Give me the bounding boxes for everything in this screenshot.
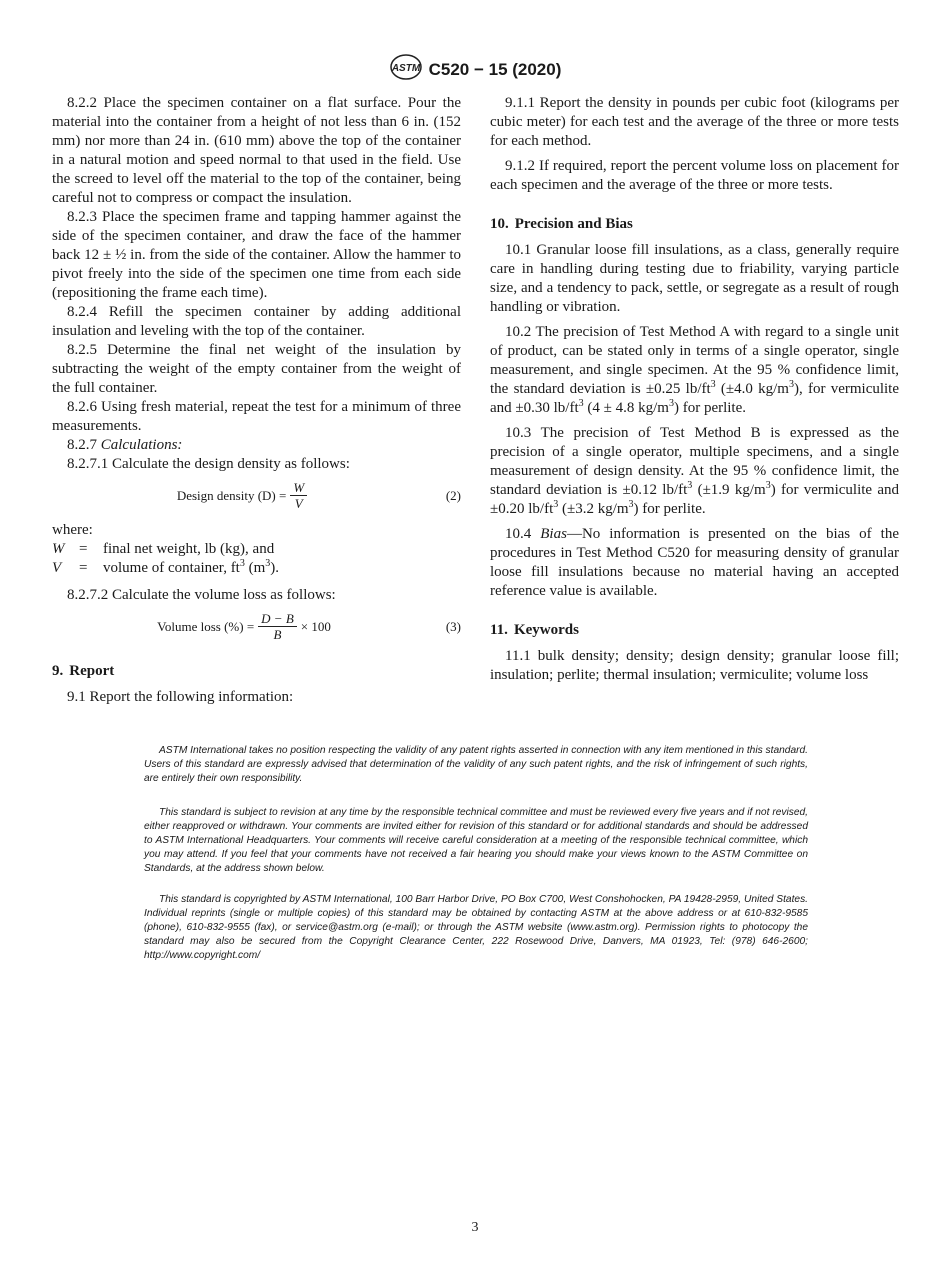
left-column	[52, 94, 461, 707]
para-9-1: 9.1 Report the following information:	[67, 689, 294, 705]
copyright-notice: This standard is copyrighted by ASTM International, 100 Barr Harbor Drive, PO Box C700, West Conshohocken, PA 19428-2959, United States. Individual reprints (single or multiple copies) of this standard may be obtained by contacting ASTM at the above address or at 610-832-9585 (phone), 610-832-9555 (fax), or service@astm.org (e-mail); or through the ASTM website (www.astm.org). Permission rights to photocopy the standard may also be secured from the Copyright Clearance Center, 222 Rosewood Drive, Danvers, MA 01923, Tel: (978) 646-2600; http://www.copyright.com/	[144, 894, 808, 961]
para-10-2: 10.2 The precision of Test Method A with regard to a single unit of product, can be stated only in terms of a single operator, single measurement, and single specimen. At the 95 % confidence limit, the standard deviation is ±0.25 $lb/ft^3$ (±4.0 $kg/m^3$), for vermiculite and ±0.30 $lb/ft^3$ (4 ± 4.8 $kg/m^3$) for perlite.	[490, 324, 900, 416]
section-10-heading: 10. Precision and Bias	[490, 216, 633, 232]
para-8-2-7-1: 8.2.7.1 Calculate the design density as follows:	[67, 456, 350, 472]
page-number: 3	[471, 1220, 479, 1235]
symbol: W	[52, 541, 65, 557]
section-11-heading: 11. Keywords	[490, 622, 579, 638]
equation-lhs: Design density (D) =	[176, 488, 287, 503]
definition: final net weight, lb (kg), and	[103, 541, 275, 557]
para-number: 8.2.7	[67, 437, 97, 453]
patent-notice: ASTM International takes no position respecting the validity of any patent rights asserted in connection with any item mentioned in this standard. Users of this standard are expressly advised that determination of the validity of any such patent rights, and the risk of infringement of such rights, are entirely their own responsibility.	[144, 745, 808, 784]
para-8-2-2: 8.2.2 Place the specimen container on a flat surface. Pour the material into the container from a height of not less than 6 in. (152 mm) nor more than 24 in. (610 mm) above the top of the container in a natural motion and speed normal to that used in the field. Use the screed to level off the material to the top of the container, being careful not to compress or compact the insulation.	[52, 95, 461, 206]
para-10-3: 10.3 The precision of Test Method B is expressed as the precision of a single operator, multiple specimens, and a single measurement of design density. At the 95 % confidence limit, the standard deviation is ±0.12 $lb/ft^3$ (±1.9 $kg/m^3$) for vermiculite and ±0.20 $lb/ft^3$ (±3.2 $kg/m^3$) for perlite.	[490, 425, 900, 517]
equals: =	[79, 560, 88, 576]
definition-row	[52, 559, 279, 578]
para-8-2-7	[52, 436, 461, 455]
equation-2	[52, 480, 461, 511]
para-title: Calculations:	[100, 437, 183, 453]
fraction	[290, 480, 307, 511]
equation-number: (3)	[445, 619, 461, 634]
revision-notice: This standard is subject to revision at any time by the responsible technical committee and must be reviewed every five years and if not revised, either reapproved or withdrawn. Your comments are invited either for revision of this standard or for additional standards and should be addressed to ASTM International Headquarters. Your comments will receive careful consideration at a meeting of the responsible technical committee, which you may attend. If you feel that your comments have not received a fair hearing you should make your views known to the ASTM Committee on Standards, at the address shown below.	[144, 807, 808, 874]
para-8-2-6: 8.2.6 Using fresh material, repeat the test for a minimum of three measurements.	[52, 399, 461, 434]
equation-3	[52, 611, 461, 642]
equals: =	[79, 541, 88, 557]
denominator: B	[273, 627, 282, 642]
page-header	[0, 56, 950, 84]
denominator: V	[294, 496, 303, 511]
para-8-2-3: 8.2.3 Place the specimen frame and tapping hammer against the side of the specimen container, and draw the face of the hammer back 12 ± ½ in. from the side of the container. Allow the hammer to pivot freely into the side of the specimen one time from each side (repositioning the frame each time).	[52, 209, 461, 301]
definition: volume of container, $ft^3$ $(m^3)$.	[103, 558, 280, 576]
svg-text:ASTM: ASTM	[391, 63, 420, 74]
para-8-2-5: 8.2.5 Determine the final net weight of the insulation by subtracting the weight of the empty container from the weight of the full container.	[52, 342, 461, 396]
astm-logo-icon	[389, 53, 423, 81]
right-column	[490, 94, 899, 685]
para-8-2-4: 8.2.4 Refill the specimen container by adding additional insulation and leveling with the top of the container.	[52, 304, 461, 339]
section-9-heading: 9. Report	[52, 663, 115, 679]
numerator: W	[290, 480, 307, 496]
equation-rhs: × 100	[300, 619, 331, 634]
where-label: where:	[52, 522, 93, 538]
para-11-1: 11.1 bulk density; density; design density; granular loose fill; insulation; perlite; thermal insulation; vermiculite; volume loss	[490, 648, 899, 683]
equation-number: (2)	[445, 488, 461, 503]
equation-lhs: Volume loss (%) =	[157, 619, 255, 634]
para-10-1: 10.1 Granular loose fill insulations, as a class, generally require care in handling during testing due to friability, varying particle size, and a tendency to pack, settle, or segregate as a result of rough handling or vibration.	[490, 242, 899, 315]
standard-designation: C520 − 15 (2020)	[428, 60, 562, 79]
para-9-1-2: 9.1.2 If required, report the percent volume loss on placement for each specimen and the average of the three or more tests.	[490, 158, 899, 193]
para-9-1-1: 9.1.1 Report the density in pounds per cubic foot (kilograms per cubic meter) for each test and the average of the three or more tests for each method.	[490, 95, 899, 149]
para-8-2-7-2: 8.2.7.2 Calculate the volume loss as follows:	[67, 587, 336, 603]
fraction	[258, 611, 297, 642]
numerator: D − B	[258, 611, 297, 627]
definition-row	[52, 540, 279, 559]
symbol: V	[52, 560, 62, 576]
para-10-4: 10.4 Bias—No information is presented on the bias of the procedures in Test Method C520 for measuring density of granular loose fill insulations because no material having an accepted reference value is available.	[490, 526, 899, 599]
variable-definitions	[52, 540, 279, 578]
